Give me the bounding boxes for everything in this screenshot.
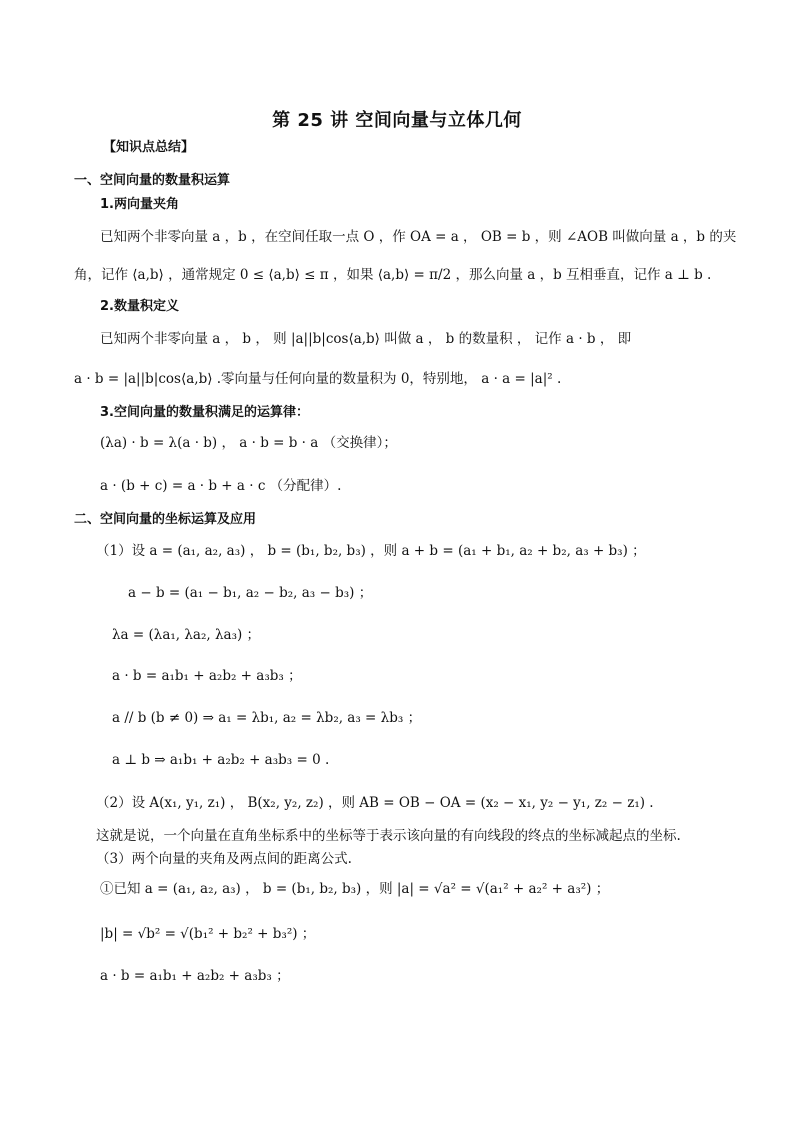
subheading-dot-laws: 3.空间向量的数量积满足的运算律： — [100, 405, 309, 420]
dot-product-formula: a · b = a₁b₁ + a₂b₂ + a₃b₃ ； — [100, 968, 290, 984]
paragraph-dot-line2: a · b = |a||b|cos⟨a,b⟩ .零向量与任何向量的数量积为 0，特别地， a · a = |a|² . — [74, 371, 562, 387]
angle-distance-heading: （3）两个向量的夹角及两点间的距离公式. — [96, 851, 352, 867]
coord-explanation: 这就是说，一个向量在直角坐标系中的坐标等于表示该向量的有向线段的终点的坐标减起点的坐标. — [96, 828, 681, 844]
law-commutative: (λa) · b = λ(a · b) ， a · b = b · a （交换律）； — [100, 435, 397, 451]
coord-sum: （1）设 a = (a₁, a₂, a₃) ， b = (b₁, b₂, b₃) ，则 a + b = (a₁ + b₁, a₂ + b₂, a₃ + b₃) ； — [96, 543, 646, 559]
section-header: 【知识点总结】 — [103, 140, 195, 155]
paragraph-dot-line1: 已知两个非零向量 a ， b ， 则 |a||b|cos⟨a,b⟩ 叫做 a ， b 的数量积 ， 记作 a · b ， 即 — [100, 331, 632, 347]
part1-heading: 一、空间向量的数量积运算 — [74, 173, 231, 188]
paragraph-angle-line1: 已知两个非零向量 a ，b ，在空间任取一点 O ，作 OA = a ， OB = b ，则 ∠AOB 叫做向量 a ，b 的夹 — [100, 229, 737, 245]
magnitude-b: |b| = √b² = √(b₁² + b₂² + b₃²) ； — [100, 926, 316, 942]
coord-vector-ab: （2）设 A(x₁, y₁, z₁) ， B(x₂, y₂, z₂) ，则 AB = OB − OA = (x₂ − x₁, y₂ − y₁, z₂ − z₁) . — [96, 795, 654, 811]
part2-heading: 二、空间向量的坐标运算及应用 — [74, 512, 257, 527]
coord-difference: a − b = (a₁ − b₁, a₂ − b₂, a₃ − b₃) ； — [128, 585, 373, 601]
coord-perpendicular: a ⊥ b ⇒ a₁b₁ + a₂b₂ + a₃b₃ = 0 . — [112, 752, 330, 768]
magnitude-a: ①已知 a = (a₁, a₂, a₃) ， b = (b₁, b₂, b₃) ，则 |a| = √a² = √(a₁² + a₂² + a₃²) ； — [100, 881, 610, 897]
coord-scalar: λa = (λa₁, λa₂, λa₃) ； — [112, 627, 261, 643]
coord-parallel: a // b (b ≠ 0) ⇒ a₁ = λb₁, a₂ = λb₂, a₃ = λb₃ ； — [112, 710, 422, 726]
subheading-angle: 1.两向量夹角 — [100, 197, 179, 212]
subheading-dot-product-definition: 2.数量积定义 — [100, 299, 179, 314]
paragraph-angle-line2: 角，记作 ⟨a,b⟩ ，通常规定 0 ≤ ⟨a,b⟩ ≤ π ，如果 ⟨a,b⟩ = π/2 ，那么向量 a ，b 互相垂直，记作 a ⊥ b . — [74, 267, 712, 283]
law-distributive: a · (b + c) = a · b + a · c （分配律）. — [100, 478, 342, 494]
coord-dot: a · b = a₁b₁ + a₂b₂ + a₃b₃ ； — [112, 668, 302, 684]
page-title: 第 25 讲 空间向量与立体几何 — [272, 110, 522, 131]
